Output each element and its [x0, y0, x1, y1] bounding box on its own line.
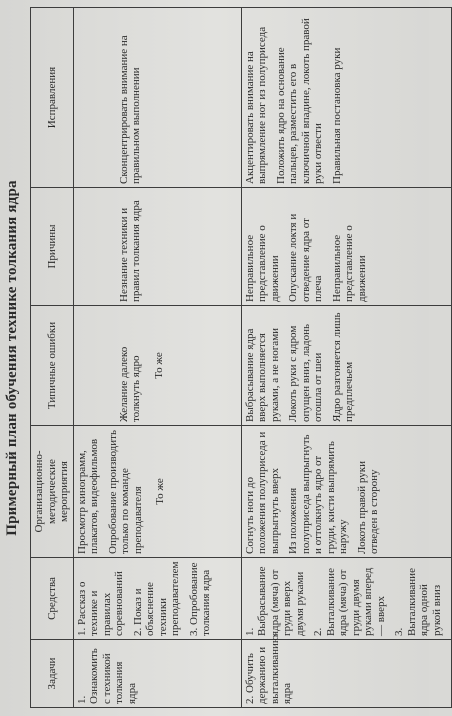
cell-means [241, 558, 452, 640]
table-header-row [31, 8, 74, 708]
cause-item: Незнание техники и правил толкания ядра [117, 200, 142, 302]
header-means: Средства [31, 558, 74, 640]
document-title: Примерный план обучения технике толкания ядра [4, 180, 20, 536]
header-causes: Причины [31, 188, 74, 306]
means-item: 3. Опробование толкания ядра [187, 562, 212, 636]
means-item: 3. Выталкивание ядра одной рукой вниз [393, 568, 443, 636]
training-plan-table [30, 7, 452, 708]
header-tasks: Задачи [31, 640, 74, 708]
error-item: Ядро разгоняется лишь предплечьем [330, 312, 355, 422]
header-org-methods: Организационно-методические мероприятия [31, 426, 74, 558]
error-item: Локоть руки с ядром опущен вниз, ладонь отошла от шеи [287, 323, 324, 422]
cause-item: Неправильное представление о движении [243, 225, 281, 302]
header-typical-errors: Типичные ошибки [31, 306, 74, 426]
cause-item: Неправильное представление о движении [330, 225, 368, 302]
org-item: То же [154, 478, 166, 505]
fix-item: Сконцентрировать внимание на правильном выполнении [117, 35, 142, 184]
cell-causes [241, 188, 452, 306]
cell-means [73, 558, 241, 640]
cell-causes [73, 188, 241, 306]
means-item: 1. Выбрасывание ядра (мяча) от груди вверх двумя руками [243, 566, 306, 636]
cell-org [241, 426, 452, 558]
header-fixes: Исправления [31, 8, 74, 188]
cell-errors [241, 306, 452, 426]
table-row [241, 8, 452, 708]
org-item: Согнуть ноги до положения полуприседа и выпрыгнуть вверх [243, 431, 281, 554]
cause-item: Опускание локтя и отведение ядра от плеча [287, 213, 324, 302]
table-row [73, 8, 241, 708]
fix-item: Правильная постановка руки [330, 47, 343, 184]
error-item: То же [152, 352, 165, 379]
cell-org [73, 426, 241, 558]
cell-fixes [73, 8, 241, 188]
error-item: Выбрасывание ядра вверх выполняется руками, а не ногами [243, 327, 281, 422]
means-item: 1. Рассказ о технике и правилах соревнований [75, 571, 125, 636]
org-item: Опробование производить только по команде преподавателя [106, 430, 144, 554]
cell-fixes [241, 8, 452, 188]
fix-item: Акцентировать внимание на выпрямление ног из полуприседа [243, 26, 268, 184]
means-item: 2. Выталкивание ядра (мяча) от груди двумя руками вперед — вверх [312, 567, 387, 636]
cell-errors [73, 306, 241, 426]
cell-task: 1. Ознакомить с техникой толкания ядра [73, 640, 241, 708]
means-item: 2. Показ и объяснение техники преподавателем [131, 561, 181, 636]
cell-task: 2. Обучить держанию и выталкиванию ядра [241, 640, 452, 708]
org-item: Из положения полуприседа выпрыгнуть и оттолкнуть ядро от груди, кисти выпрямить наружу [287, 434, 349, 554]
org-item: Просмотр кинограмм, плакатов, видеофильмов [75, 438, 100, 554]
fix-item: Положить ядро на основание пальцев, разместить его в ключичной впадине, локоть правой руки отвести [274, 18, 324, 184]
error-item: Желание далеко толкнуть ядро [117, 346, 142, 422]
org-item: Локоть правой руки отведен в сторону [355, 460, 380, 554]
